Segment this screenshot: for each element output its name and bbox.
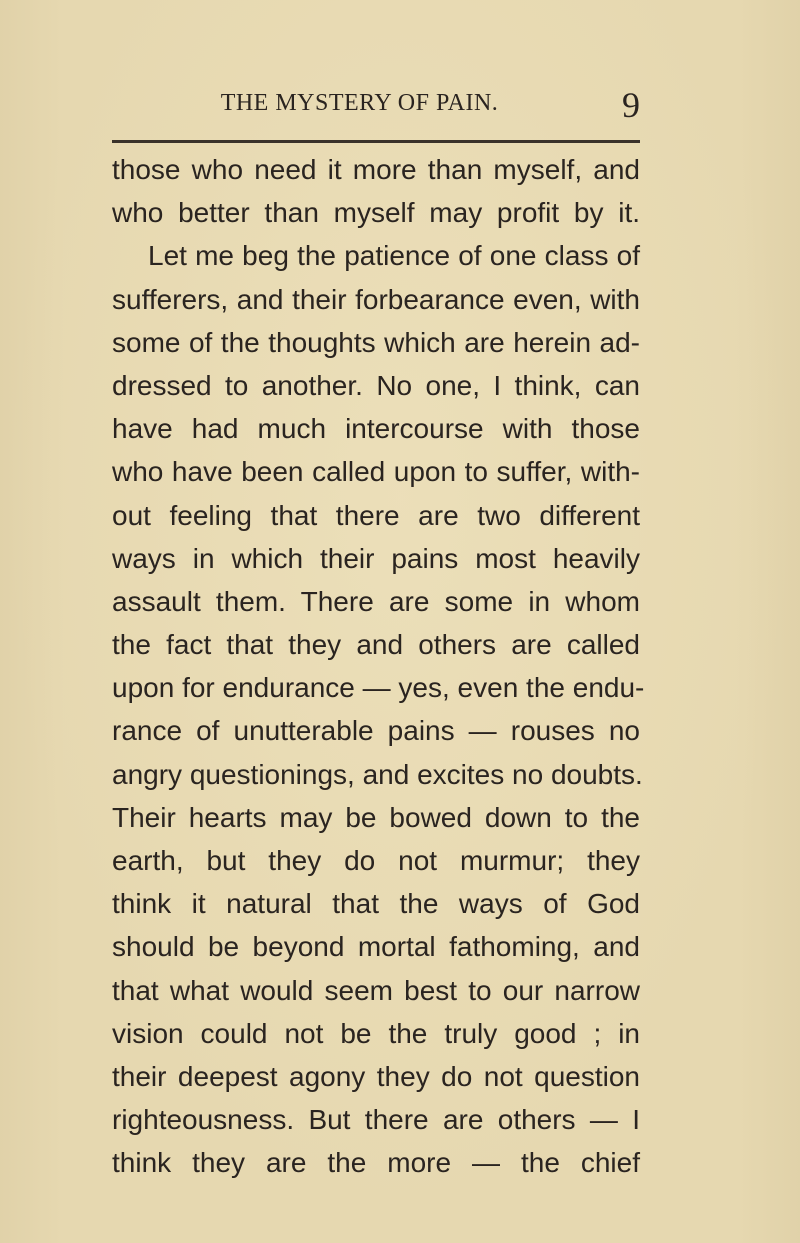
text-line: have had much intercourse with those xyxy=(112,413,640,445)
text-line: upon for endurance — yes, even the endu- xyxy=(112,672,645,704)
text-line: angry questionings, and excites no doubts. xyxy=(112,758,643,790)
text-line: earth, but they do not murmur; they xyxy=(112,845,640,876)
text-line: some of the thoughts which are herein ad- xyxy=(112,326,640,358)
text-line: Let me beg the patience of one class of xyxy=(148,240,640,272)
text-line: ways in which their pains most heavily xyxy=(112,542,640,574)
text-line: their deepest agony they do not question xyxy=(112,1060,640,1092)
text-line: sufferers, and their forbearance even, with xyxy=(112,283,640,315)
text-line: out feeling that there are two different xyxy=(112,499,640,531)
text-line: assault them. There are some in whom xyxy=(112,585,640,617)
text-line: vision could not be the truly good ; in xyxy=(112,1017,640,1049)
text-line: should be beyond mortal fathoming, and xyxy=(112,931,640,963)
running-head-title: THE MYSTERY OF PAIN. xyxy=(220,90,499,116)
text-line: who have been called upon to suffer, with- xyxy=(112,456,640,488)
text-line: who better than myself may profit by it. xyxy=(112,197,640,229)
text-line: think it natural that the ways of God xyxy=(112,888,640,920)
text-line: Their hearts may be bowed down to the xyxy=(112,801,640,833)
running-head xyxy=(112,85,642,128)
page-number: 9 xyxy=(622,85,640,125)
text-line: dressed to another. No one, I think, can xyxy=(112,369,640,401)
text-line: think they are the more — the chief xyxy=(112,1147,640,1179)
text-line: those who need it more than myself, and xyxy=(112,154,640,185)
text-line: rance of unutterable pains — rouses no xyxy=(112,715,640,747)
text-line: that what would seem best to our narrow xyxy=(112,974,640,1006)
text-line: righteousness. But there are others — I xyxy=(112,1104,640,1136)
text-line: the fact that they and others are called xyxy=(112,629,640,661)
header-rule xyxy=(112,140,640,143)
body-text xyxy=(112,148,645,1185)
